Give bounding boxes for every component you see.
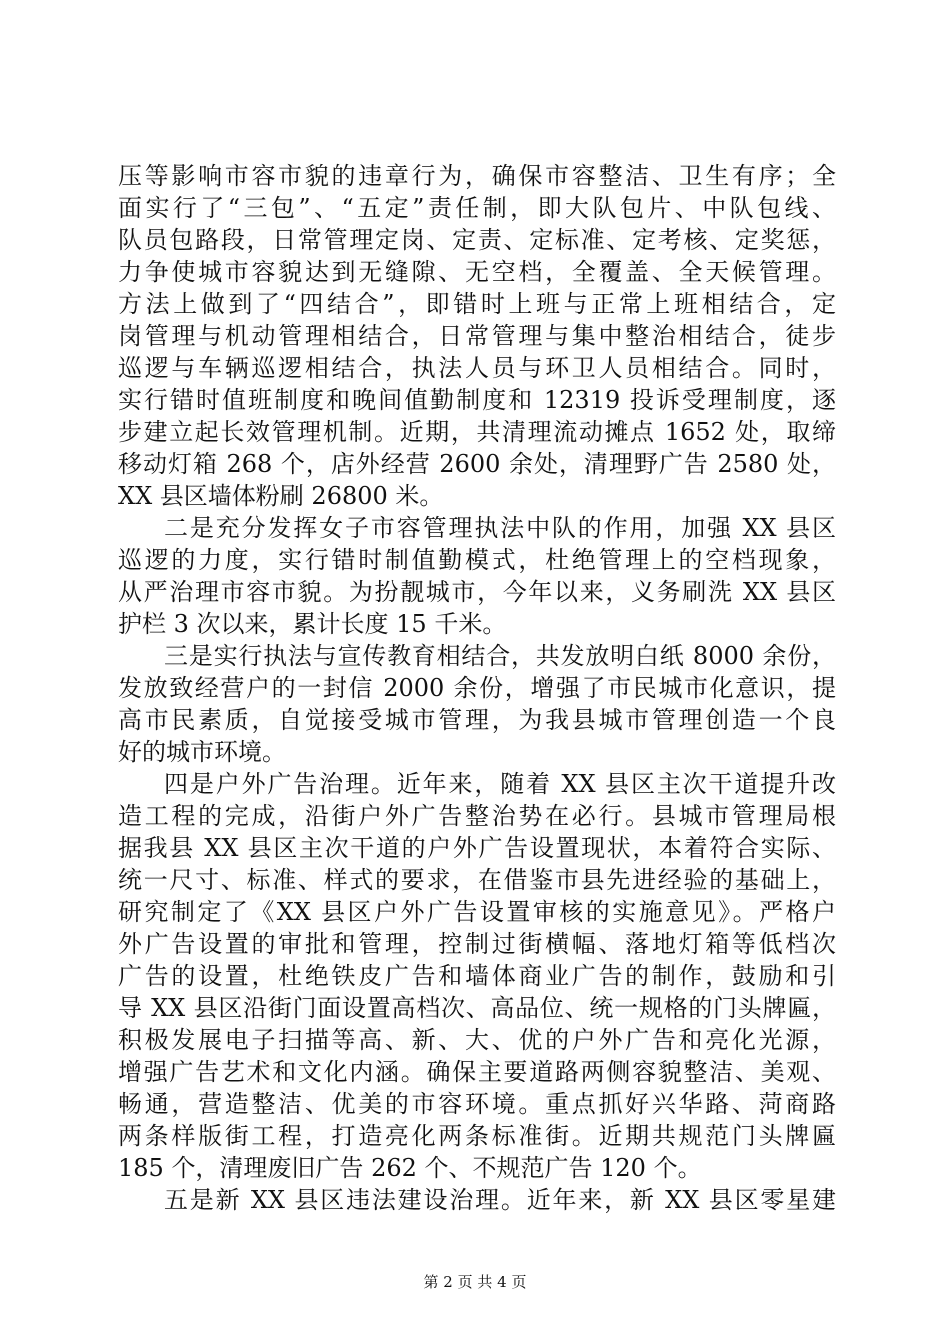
text-line: 两条样版街工程，打造亮化两条标准街。近期共规范门头牌匾 (118, 1122, 836, 1150)
text-line: 力争使城市容貌达到无缝隙、无空档，全覆盖、全天候管理。 (118, 258, 836, 286)
text-line: 巡逻与车辆巡逻相结合，执法人员与环卫人员相结合。同时， (118, 354, 836, 382)
text-line: 畅通，营造整洁、优美的市容环境。重点抓好兴华路、菏商路 (118, 1090, 836, 1118)
text-line: 移动灯箱 268 个，店外经营 2600 余处，清理野广告 2580 处， (118, 450, 836, 478)
text-line: 外广告设置的审批和管理，控制过街横幅、落地灯箱等低档次 (118, 930, 836, 958)
text-line: XX 县区墙体粉刷 26800 米。 (118, 482, 444, 510)
paragraph-first-line: 三是实行执法与宣传教育相结合，共发放明白纸 8000 余份， (164, 642, 836, 670)
text-line: 研究制定了《XX 县区户外广告设置审核的实施意见》。严格户 (118, 898, 836, 926)
text-line: 发放致经营户的一封信 2000 余份，增强了市民城市化意识，提 (118, 674, 836, 702)
text-line: 方法上做到了“四结合”，即错时上班与正常上班相结合，定 (118, 290, 836, 318)
paragraph-first-line: 五是新 XX 县区违法建设治理。近年来，新 XX 县区零星建 (164, 1186, 836, 1214)
text-line: 好的城市环境。 (118, 738, 286, 766)
text-line: 从严治理市容市貌。为扮靓城市，今年以来，义务刷洗 XX 县区 (118, 578, 836, 606)
document-body (118, 160, 836, 1216)
text-line: 据我县 XX 县区主次干道的户外广告设置现状，本着符合实际、 (118, 834, 836, 862)
text-line: 护栏 3 次以来，累计长度 15 千米。 (118, 610, 507, 638)
text-line: 增强广告艺术和文化内涵。确保主要道路两侧容貌整洁、美观、 (118, 1058, 836, 1086)
text-line: 广告的设置，杜绝铁皮广告和墙体商业广告的制作，鼓励和引 (118, 962, 836, 990)
text-line: 队员包路段，日常管理定岗、定责、定标准、定考核、定奖惩， (118, 226, 836, 254)
text-line: 造工程的完成，沿街户外广告整治势在必行。县城市管理局根 (118, 802, 836, 830)
text-line: 高市民素质，自觉接受城市管理，为我县城市管理创造一个良 (118, 706, 836, 734)
text-line: 步建立起长效管理机制。近期，共清理流动摊点 1652 处，取缔 (118, 418, 836, 446)
text-line: 压等影响市容市貌的违章行为，确保市容整洁、卫生有序；全 (118, 162, 836, 190)
paragraph-first-line: 二是充分发挥女子市容管理执法中队的作用，加强 XX 县区 (164, 514, 836, 542)
text-line: 积极发展电子扫描等高、新、大、优的户外广告和亮化光源， (118, 1026, 836, 1054)
text-line: 统一尺寸、标准、样式的要求，在借鉴市县先进经验的基础上， (118, 866, 836, 894)
page-footer: 第 2 页 共 4 页 (423, 1273, 527, 1291)
text-line: 185 个，清理废旧广告 262 个、不规范广告 120 个。 (118, 1154, 702, 1182)
text-line: 面实行了“三包”、“五定”责任制，即大队包片、中队包线、 (118, 194, 836, 222)
text-line: 导 XX 县区沿街门面设置高档次、高品位、统一规格的门头牌匾， (118, 994, 836, 1022)
text-line: 巡逻的力度，实行错时制值勤模式，杜绝管理上的空档现象， (118, 546, 836, 574)
text-line: 岗管理与机动管理相结合，日常管理与集中整治相结合，徒步 (118, 322, 836, 350)
text-line: 实行错时值班制度和晚间值勤制度和 12319 投诉受理制度，逐 (118, 386, 836, 414)
paragraph-first-line: 四是户外广告治理。近年来，随着 XX 县区主次干道提升改 (164, 770, 836, 798)
